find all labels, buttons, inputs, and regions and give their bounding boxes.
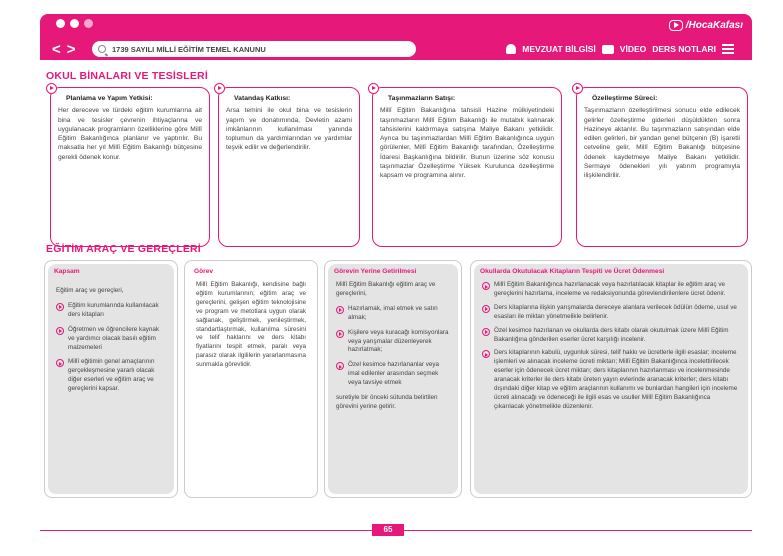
menu-mevzuat[interactable]: MEVZUAT BİLGİSİ [522, 44, 596, 54]
bell-icon [506, 44, 516, 54]
list-item: Öğretmen ve öğrencilere kaynak ve yardımcı olacak basılı eğitim malzemeleri [56, 326, 166, 353]
play-icon [669, 20, 683, 31]
menu-ders-notlari[interactable]: DERS NOTLARI [652, 44, 716, 54]
menu-video[interactable]: VİDEO [619, 44, 647, 54]
list-item: Millî eğitimin genel amaçlarının gerçekleşmesine yararlı olacak diğer eserleri ve eğitim araç ve gereçlerini kapsar. [56, 358, 166, 394]
card-body: Millî Eğitim Bakanlığına tahsisli Hazine mülkiyetindeki taşınmazların Millî Eğitim Bakanlığı ile mutabık kalınarak tahsislerini kaldırmaya satışına Maliye Bakanı yetkilidir. Ayrıca bu taşınmazlardan Millî Eğitim Bakanlığınca uygun görülenler, Millî Eğitim Bakanlığı tarafından, Özelleştirme İdaresi Başkanlığına bildirilir. Bunun üzerine söz konusu taşınmazlar Özelleştirme Yüksek Kurulunca özelleştirme kapsam ve programına alınır. [380, 107, 554, 180]
play-bullet-icon [336, 306, 344, 314]
logo-text: /HocaKafası [685, 19, 743, 31]
play-bullet-icon [336, 330, 344, 338]
list-item: Özel kesimce hazırlanan ve okullarda ders kitabı olarak okutulmak üzere Millî Eğitim Bakanlığına gönderilen eserler ücret karşılığı incelenir. [482, 327, 740, 345]
list-item: Ders kitaplarına ilişkin yarışmalarda dereceye alanlara verilecek ödülün ödeme, usul ve esasları ile miktarı yönetmelikle belirlenir. [482, 304, 740, 322]
hamburger-menu-icon[interactable] [722, 44, 734, 54]
section-title-binalar: OKUL BİNALARI VE TESİSLERİ [46, 70, 208, 82]
list-item: Eğitim kurumlarında kullanılacak ders kitapları [56, 302, 166, 320]
panel-outro: suretiyle bir önceki sütunda belirtilen görevini yerine getirir. [336, 394, 438, 410]
card-body: Her dereceve ve türdeki eğitim kurumlarına ait bina ve tesisler çevrenin ihtiyaçlarına ve uygulanacak programların özelliklerine göre Millî Eğitim Bakanlığınca planlanır ve yaptırılır. Bu maksatla her yıl Millî Eğitim Bakanlığı bütçesine gerekli ödenek konur. [58, 107, 202, 161]
page-number: 65 [372, 524, 404, 536]
card-title: Özelleştirme Süreci: [592, 95, 658, 102]
forward-button[interactable]: > [66, 40, 82, 58]
card-tasinmaz [372, 87, 562, 247]
window-dots [56, 19, 93, 28]
play-bullet-icon [56, 327, 64, 335]
list-item: Kişilere veya kuracağı komisyonlara veya yarışmalar düzenleyerek hazırlatmak; [336, 329, 450, 356]
panel-gorev [188, 264, 314, 494]
play-bullet-icon [56, 359, 64, 367]
list-item: Millî Eğitim Bakanlığınca hazırlanacak veya hazırlatılacak kitaplar ile eğitim araç ve gereçlerini hazırlama, inceleme ve redaksiyonunda görevlendirilenlere ücret ödenir. [482, 281, 740, 299]
video-icon [602, 45, 614, 54]
play-bullet-icon [214, 83, 225, 94]
list-item: Hazırlamak, imal etmek ve satın almak; [336, 305, 450, 323]
panel-body: Millî Eğitim Bakanlığı, kendisine bağlı eğitim kurumlarının; eğitim araç ve gereçlerini, gelişen eğitim teknolojisine ve program ve metotlara uygun olarak sağlanak, geliştirmek, yenileştirmek, standartlaştırmak, kullanılma süresini ve telif haklarını ve ders kitabı fiyatlarını tespit etmek, paralı veya parasız olarak ilgililerin yararlanmasına sunmakla görevlidir. [196, 281, 306, 369]
play-bullet-icon [46, 83, 57, 94]
play-bullet-icon [482, 305, 490, 313]
play-bullet-icon [482, 282, 490, 290]
address-bar[interactable] [92, 41, 416, 57]
card-planlama [50, 87, 210, 247]
section-title-egitim-arac: EĞİTİM ARAÇ VE GEREÇLERİ [46, 243, 201, 255]
panel-title: Okullarda Okutulacak Kitapların Tespiti ve Ücret Ödenmesi [480, 268, 665, 275]
panel-okullarda [474, 264, 748, 494]
card-vatandas [218, 87, 360, 247]
panel-intro: Millî Eğitim Bakanlığı eğitim araç ve gereçlerini, [336, 281, 436, 297]
list-item: Özel kesimce hazırlananlar veya imal edilenler arasından seçmek veya tavsiye etmek [336, 361, 450, 388]
card-title: Taşınmazların Satışı: [388, 95, 456, 102]
play-bullet-icon [336, 362, 344, 370]
card-body: Taşınmazların özelleştirilmesi sonucu elde edilecek gelirler özelleştirme giderleri düşüldükten sonra Hazineye aktarılır. Bu taşınmazların satışından elde edilen gelirleri, bir yandan genel bütçenin (B) işaretli cetveline gelir, Millî Eğitim Bakanlığı bütçesine ödenek kaydetmeye Maliye Bakanı yetkilidir. Sermaye ödenekleri yılı yatırım programıyla ilişkilendirilir. [584, 107, 740, 180]
play-bullet-icon [56, 303, 64, 311]
address-text: 1739 SAYILI MİLLİ EĞİTİM TEMEL KANUNU [112, 44, 266, 54]
panel-title: Görev [194, 268, 214, 275]
list-item: Ders kitaplarının kabulü, uygunluk süresi, telif hakkı ve ücretlerle ilgili esaslar; inceleme işlemleri ve alınacak inceleme ücreti miktarı; Millî Eğitim Bakanlığınca incelettirilecek eserler için ödenecek ücret miktarı; ders kitaplarının hazırlanması ve incelenmesinde aranacak kriterler ile ders kitabı üreten yayın evlerinde aranacak kriterler; ders kitabı dışındaki diğer kitap ve eğitim araçlarının kullanımı ve bunlardan hangileri için inceleme ücreti alınacağı ve ödeneceği ile ilgili esas ve usuller Millî Eğitim Bakanlığınca çıkarılacak yönetmelikle düzenlenir. [482, 349, 740, 411]
hocakafasi-logo[interactable] [669, 18, 743, 32]
play-bullet-icon [482, 328, 490, 336]
play-bullet-icon [368, 83, 379, 94]
card-title: Planlama ve Yapım Yetkisi: [66, 95, 153, 102]
search-icon [98, 45, 106, 53]
card-title: Vatandaş Katkısı: [234, 95, 291, 102]
play-bullet-icon [572, 83, 583, 94]
card-body: Arsa temini ile okul bina ve tesislerin yapım ve donatımında, Devletin azami imkânlarının kullanılması yanında toplumun da yardımlarından ve yardımlar teşvik edilir ve değerlendirilir. [226, 107, 352, 152]
play-bullet-icon [482, 350, 490, 358]
nav-row [40, 38, 752, 60]
panel-yerine-getirilmesi [328, 264, 458, 494]
panel-title: Kapsam [54, 268, 80, 275]
card-ozellestirme [576, 87, 748, 247]
nav-arrows [40, 41, 92, 58]
panel-kapsam [48, 264, 174, 494]
panel-title: Görevin Yerine Getirilmesi [334, 268, 417, 275]
panel-intro: Eğitim araç ve gereçleri, [56, 287, 124, 294]
back-button[interactable]: < [52, 40, 67, 58]
top-menu [506, 44, 734, 54]
